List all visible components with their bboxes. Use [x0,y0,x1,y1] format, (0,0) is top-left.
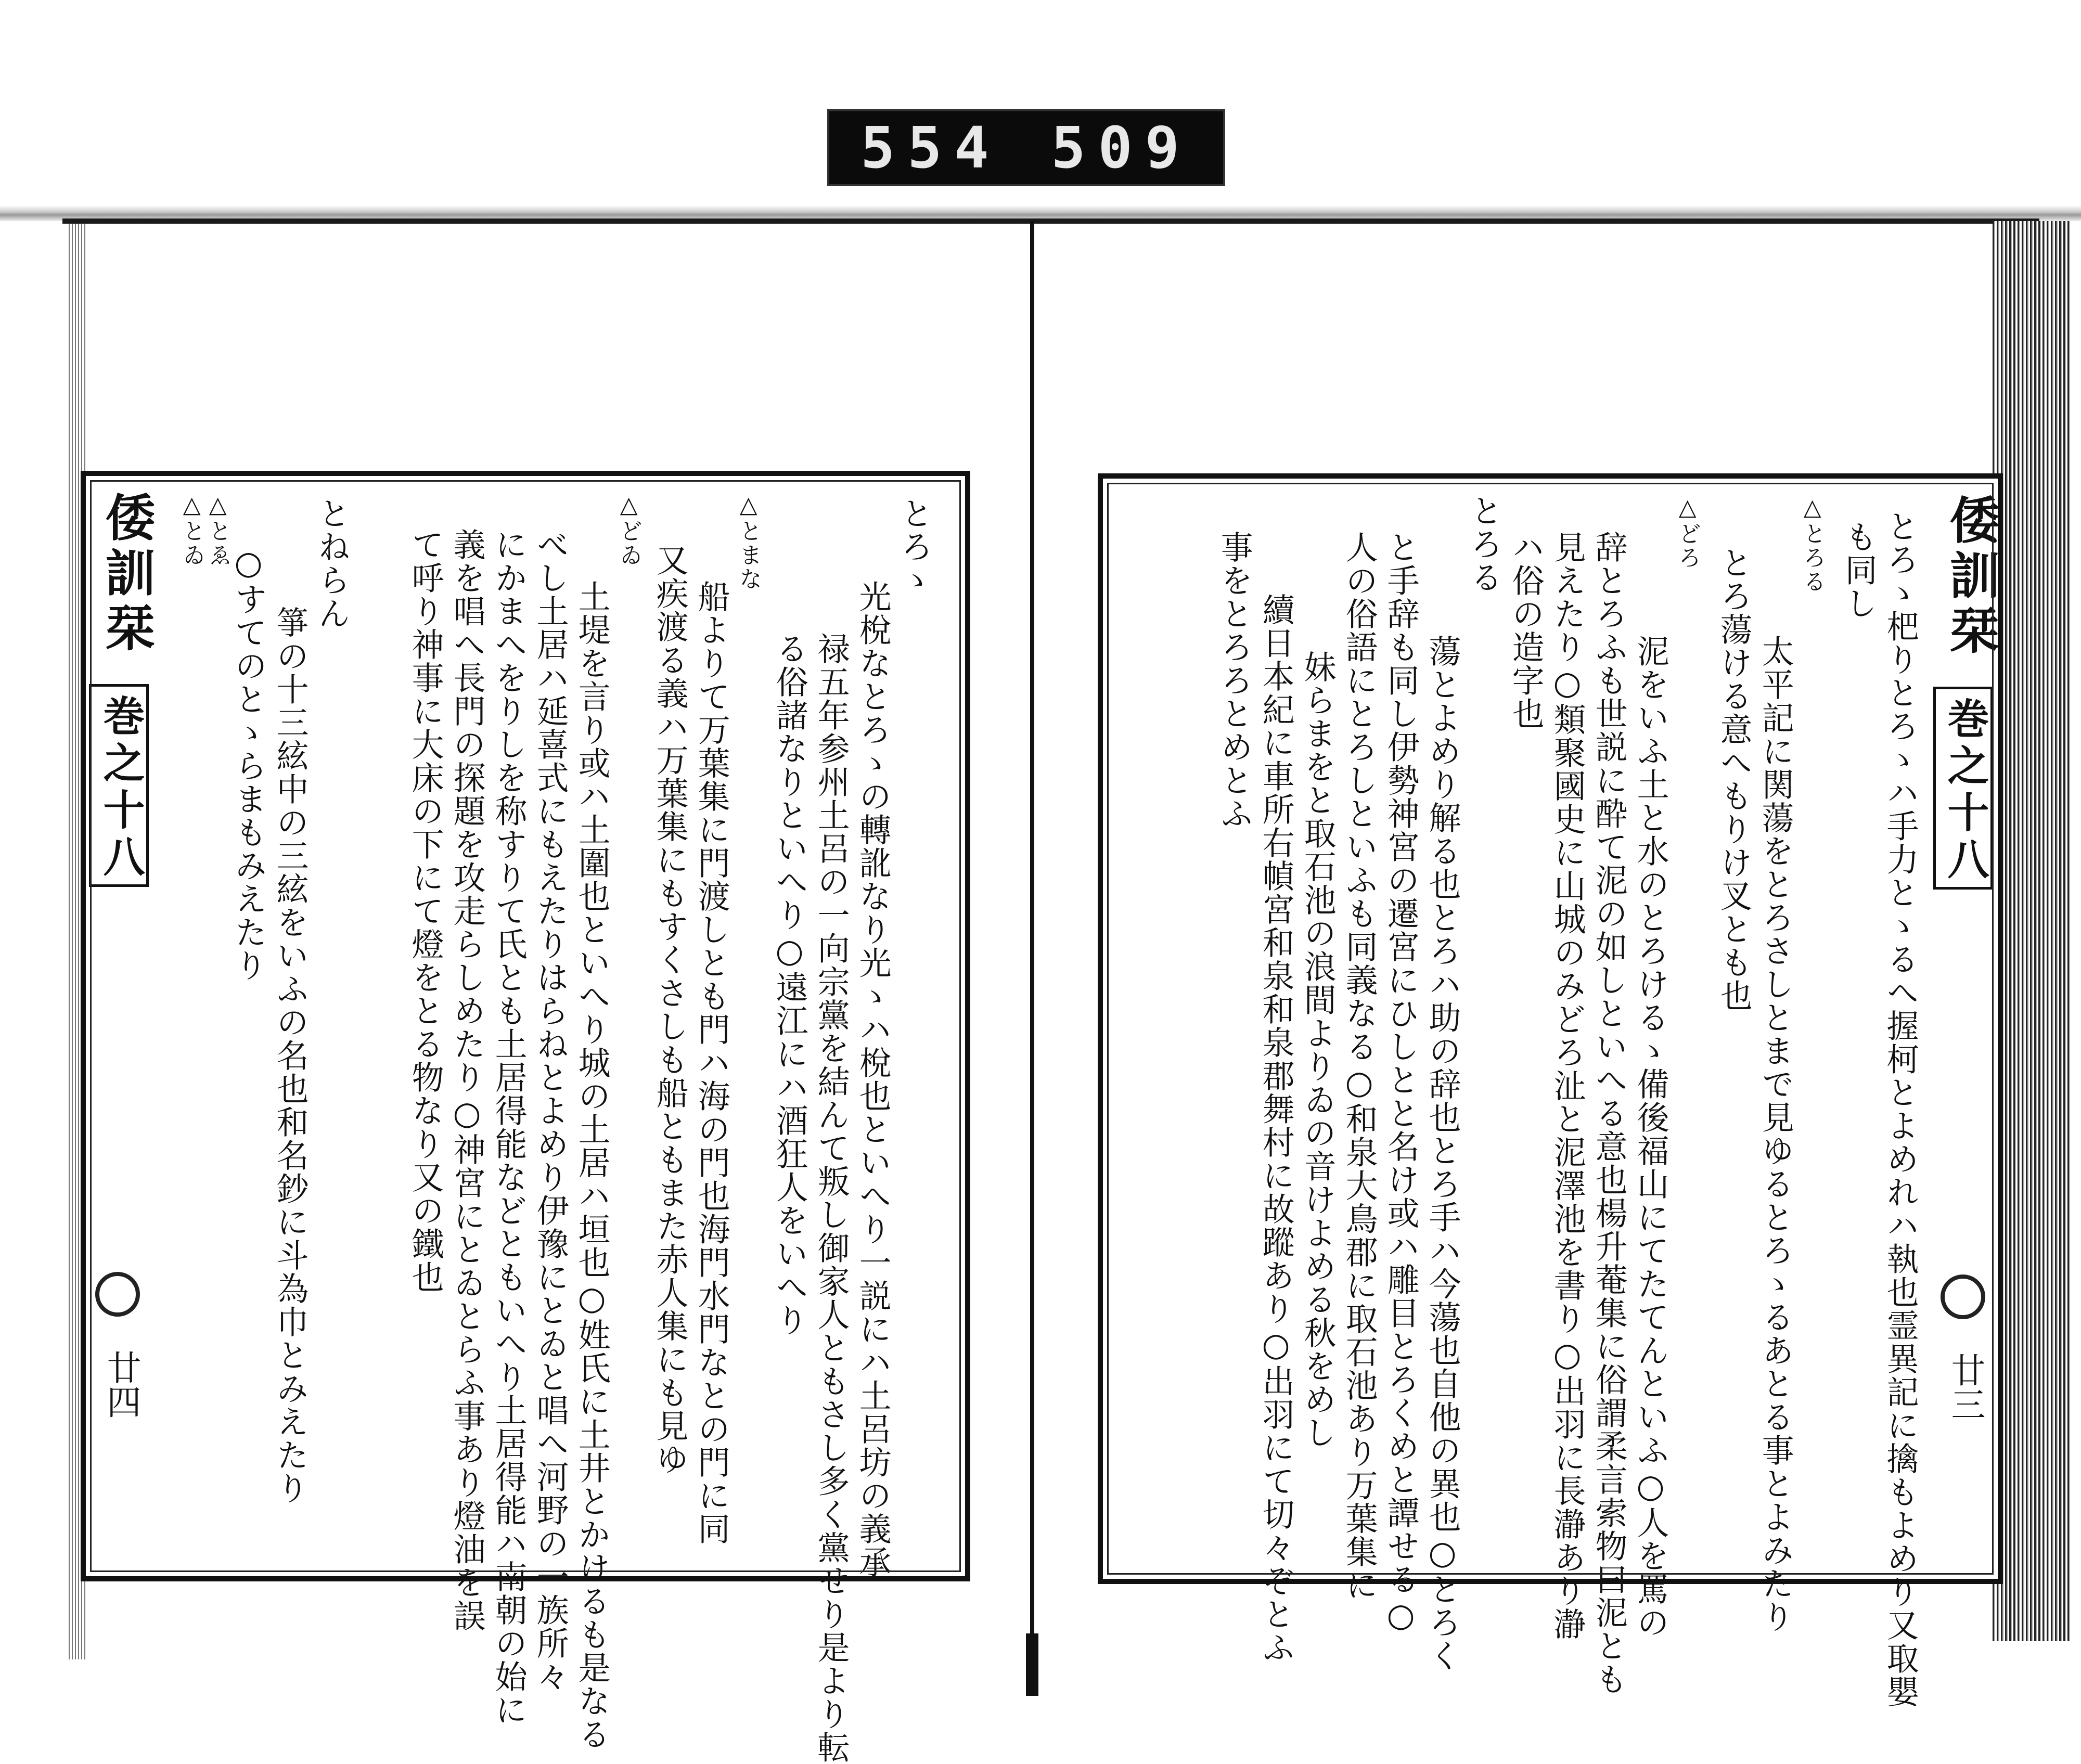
left-col-05: △とまな [735,492,762,591]
left-col-01: とろゝ [895,497,934,597]
right-col-04: 太平記に関蕩をとろさしとまで見ゆるとろゝるあとる事とよみたり [1756,635,1795,1633]
left-page-circle-mark [95,1272,140,1317]
right-col-12: 蕩とよめり解る也とろハ助の辞也とろ手ハ今蕩也自他の異也○とろく [1423,635,1462,1672]
left-col-04: る俗諸なりといへり○遠江にハ酒狂人をいへり [770,632,809,1337]
left-col-08: △どゐ [615,492,643,567]
right-col-11: とろる [1465,494,1504,594]
catalog-number-right: 509 [1051,114,1192,181]
right-col-15: 妹らまをと取石池の浪間よりゐの音けよめる秋をめし [1299,650,1337,1449]
left-page-title: 倭訓栞 [97,492,156,657]
right-page-title: 倭訓栞 [1942,494,2000,660]
right-col-13: と手辞も同し伊勢神宮の遷宮にひしとと名け或ハ雕目とろくめと譚せる○ [1382,531,1420,1635]
left-page-number: 廿四 [101,1350,141,1419]
left-col-09: 土堤を言り或ハ土圍也といへり城の土居ハ垣也○姓氏に土井とかけるも是なる [573,580,611,1751]
left-col-11: にかまへをりしを称すりて氏とも土居得能などともいへり土居得能ハ南朝の始に [490,528,528,1727]
right-page-panel [1098,473,2003,1708]
right-col-06: △どろ [1674,494,1701,570]
left-volume-box [89,684,149,887]
right-col-01: とろゝ杷りとろゝハ手力とゝるへ握柯とよめれハ執也霊異記に擒もよめり又取嬰 [1881,510,1920,1708]
left-col-17: 箏の十三絃中の三絃をいふの名也和名鈔に斗為巾とみえたり [271,606,310,1505]
left-col-03: 禄五年参州土呂の一向宗黨を結んて叛し御家人ともさし多く黨せり是より転 [812,632,851,1764]
right-col-02: も同し [1840,520,1878,620]
right-page-volume: 巻之十八 [1941,697,1989,884]
book-top-edge [62,218,2039,224]
right-col-07: 泥をいふ土と水のとろけるゝ備後福山にてたてんといふ○人を罵の [1632,635,1670,1639]
left-col-12: 義を唱へ長門の探題を攻走らしめたり○神宮にとゐとらふ事あり燈油を誤 [448,528,486,1632]
left-col-15: △とゐ [178,492,205,567]
right-col-03: △とろる [1799,494,1826,594]
right-col-14: 人の俗語にとろしといふも同義なる○和泉大鳥郡に取石池あり万葉集に [1340,531,1379,1602]
left-col-02: 光梲なとろゝの轉訛なり光ゝハ梲也といへり一説にハ土呂坊の義承 [854,580,892,1579]
right-page-number: 廿三 [1945,1353,1985,1421]
left-col-14: △とゑ [204,492,232,567]
right-page-circle-mark [1941,1274,1985,1319]
right-volume-box [1933,687,1993,890]
book-spine [1030,221,1034,1683]
catalog-number-left: 554 [860,114,1001,181]
right-page-edge [1993,221,2071,1641]
left-col-07: 又疾渡る義ハ万葉集にもすくさしも船ともまた赤人集にも見ゆ [651,544,689,1476]
left-page-volume: 巻之十八 [96,694,145,882]
left-col-13: て呼り神事に大床の下にて燈をとる物なり又の鐵也 [406,528,445,1294]
left-page-panel [81,471,970,1764]
left-col-18: ○すてのとゝらまもみえたり [229,544,268,982]
left-col-10: べし土居ハ延喜式にもえたりはらねとよめり伊豫にとゐと唱へ河野の一族所々 [531,528,570,1693]
right-col-09: 見えたり○類聚國史に山城のみどろ沚と泥澤池を書り○出羽に長瀞あり瀞 [1548,531,1587,1641]
right-col-05: とろ蕩ける意へもりけ叉とも也 [1715,546,1753,1012]
right-col-10: ハ俗の造字也 [1507,531,1545,730]
right-col-08: 辞とろふも世説に酔て泥の如しといへる意也楊升菴集に俗謂柔言索物曰泥とも [1590,531,1628,1696]
left-col-16: とねらん [313,497,351,630]
spine-foot [1026,1633,1038,1696]
catalog-label-plate [827,109,1225,186]
right-col-16: 續日本紀に車所右幀宮和泉和泉郡舞村に故蹤あり○出羽にて切々ぞとふ [1257,593,1295,1664]
right-col-17: 事をとろろとめとふ [1215,531,1254,830]
left-col-06: 船よりて万葉集に門渡しとも門ハ海の門也海門水門なとの門に同 [692,580,731,1546]
